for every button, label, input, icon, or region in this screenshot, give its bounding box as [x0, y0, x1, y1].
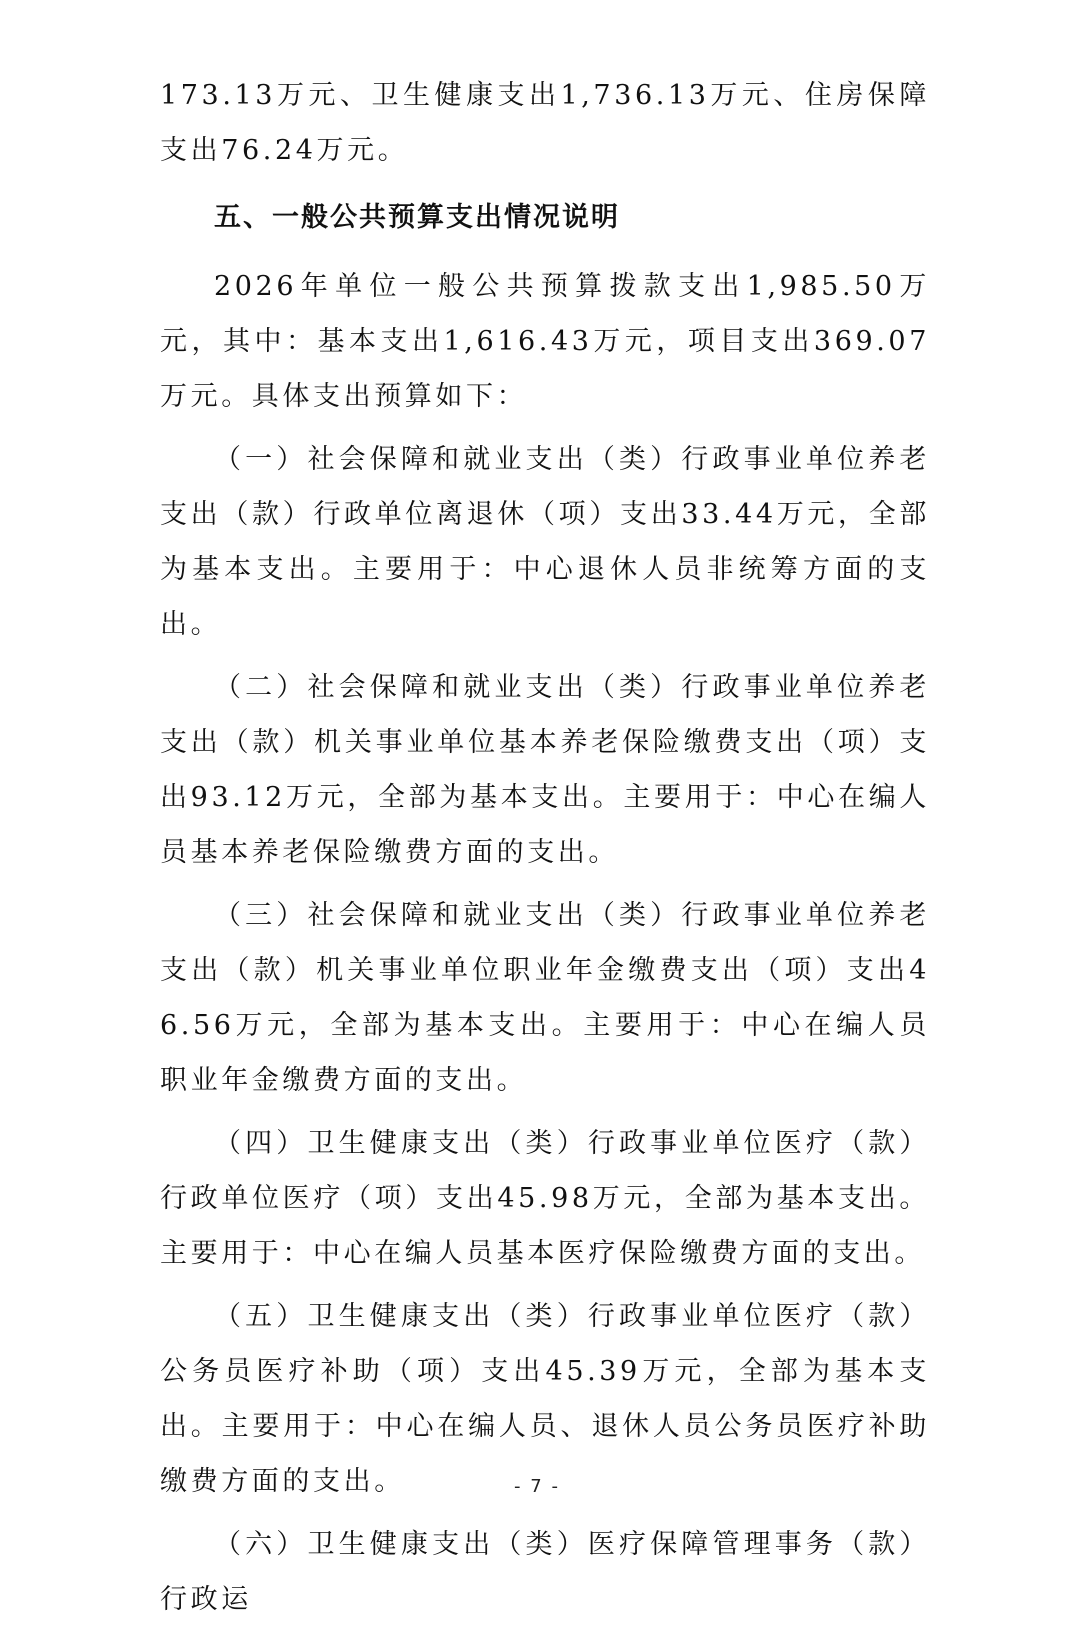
section-heading: 五、一般公共预算支出情况说明	[214, 202, 620, 233]
intro-paragraph: 2026年单位一般公共预算拨款支出1,985.50万元，其中：基本支出1,616.43万元，项目支出369.07万元。具体支出预算如下：	[160, 271, 930, 412]
page-number: - 7 -	[514, 1476, 560, 1497]
expense-item-3: （三）社会保障和就业支出（类）行政事业单位养老支出（款）机关事业单位职业年金缴费支出（项）支出46.56万元，全部为基本支出。主要用于：中心在编人员职业年金缴费方面的支出。	[160, 900, 930, 1096]
expense-item-1: （一）社会保障和就业支出（类）行政事业单位养老支出（款）行政单位离退休（项）支出33.44万元，全部为基本支出。主要用于：中心退休人员非统筹方面的支出。	[160, 444, 930, 640]
continuation-paragraph: 173.13万元、卫生健康支出1,736.13万元、住房保障支出76.24万元。	[160, 80, 930, 166]
expense-item-4: （四）卫生健康支出（类）行政事业单位医疗（款）行政单位医疗（项）支出45.98万元，全部为基本支出。主要用于：中心在编人员基本医疗保险缴费方面的支出。	[160, 1128, 930, 1269]
expense-item-6: （六）卫生健康支出（类）医疗保障管理事务（款）行政运	[160, 1529, 930, 1615]
expense-item-2: （二）社会保障和就业支出（类）行政事业单位养老支出（款）机关事业单位基本养老保险缴费支出（项）支出93.12万元，全部为基本支出。主要用于：中心在编人员基本养老保险缴费方面的支出。	[160, 672, 930, 868]
expense-item-5: （五）卫生健康支出（类）行政事业单位医疗（款）公务员医疗补助（项）支出45.39万元，全部为基本支出。主要用于：中心在编人员、退休人员公务员医疗补助缴费方面的支出。	[160, 1301, 930, 1497]
document-body	[160, 68, 930, 1635]
